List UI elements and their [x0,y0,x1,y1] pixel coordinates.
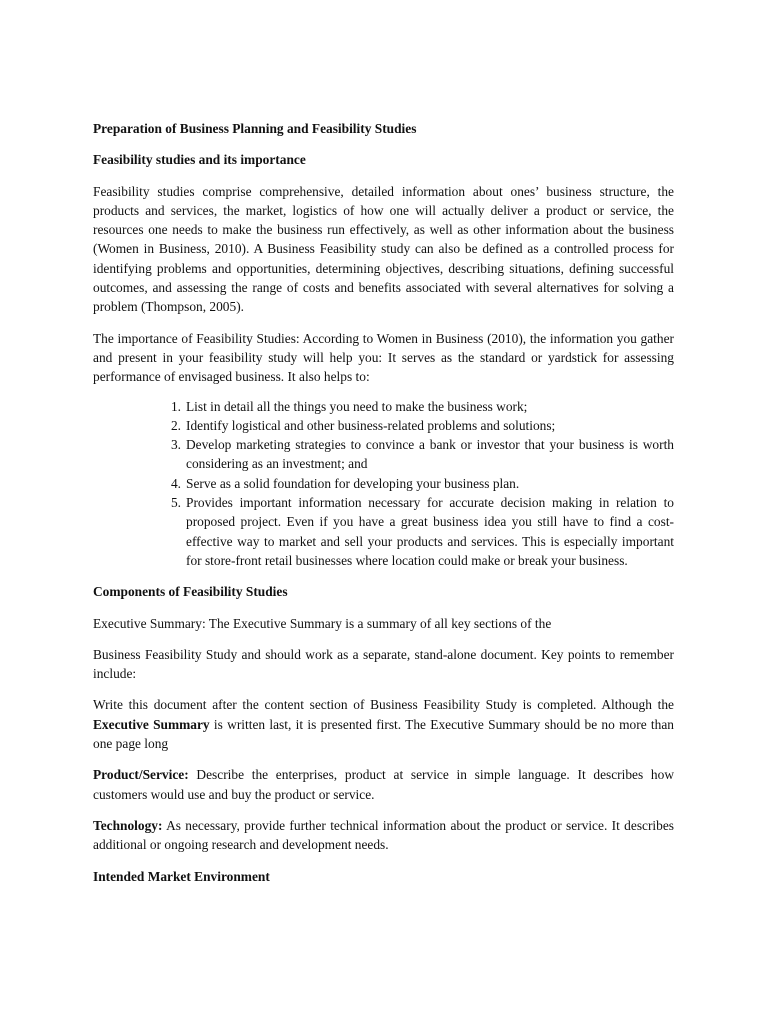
write-last-text-a: Write this document after the content section of Business Feasibility Study is completed. Although the [93,697,674,713]
list-number: 2. [170,417,181,433]
executive-summary-bold: Executive Summary [93,716,210,732]
paragraph-importance: The importance of Feasibility Studies: According to Women in Business (2010), the information you gather and present in your feasibility study will help you: It serves as the standard or yardstick for assessing performance of envisaged business. It also helps to: [93,330,674,385]
write-last-text-b: is written last, it is presented first. The Executive Summary should be no more than one page long [93,716,674,752]
list-number: 4. [170,475,181,491]
list-item-text: Develop marketing strategies to convince a bank or investor that your business is worth considering as an investment; and [186,437,674,472]
section-heading-market: Intended Market Environment [93,868,270,884]
list-item-text: Serve as a solid foundation for developing your business plan. [186,475,520,491]
paragraph-executive-summary: Executive Summary: The Executive Summary is a summary of all key sections of the [93,615,552,631]
list-item [170,493,674,570]
paragraph-write-last [93,695,674,753]
list-item-text: List in detail all the things you need to make the business work; [186,398,528,414]
list-item-text: Identify logistical and other business-related problems and solutions; [186,417,556,433]
paragraph-technology [93,816,674,855]
paragraph-product-service [93,765,674,804]
paragraph-definition: Feasibility studies comprise comprehensive, detailed information about ones’ business structure, the products and services, the market, logistics of how one will actually deliver a product or service, the resources one needs to make the business run effectively, as well as other information about the business (Women in Business, 2010). A Business Feasibility study can also be defined as a controlled process for identifying problems and opportunities, determining objectives, describing situations, defining successful outcomes, and assessing the range of costs and benefits associated with several alternatives for solving a problem (Thompson, 2005). [93,183,674,315]
section-heading-components: Components of Feasibility Studies [93,584,288,600]
technology-text: As necessary, provide further technical information about the product or service. It describes additional or ongoing research and development needs. [93,817,674,853]
list-item [170,416,674,435]
list-item [170,474,674,493]
list-item [170,397,674,416]
document-title: Preparation of Business Planning and Feasibility Studies [93,121,417,136]
technology-label: Technology: [93,817,163,833]
importance-list [93,397,674,571]
list-number: 3. [170,437,181,453]
product-service-label: Product/Service: [93,767,189,783]
document-page [93,119,674,898]
list-item [170,435,674,474]
list-item-text: Provides important information necessary for accurate decision making in relation to proposed project. Even if you have a great business idea you still have to find a cost-effective way to market and sell your products and services. This is especially important for store-front retail businesses where location could make or break your business. [186,495,674,568]
list-number: 1. [170,398,181,414]
product-service-text: Describe the enterprises, product at service in simple language. It describes how customers would use and buy the product or service. [93,767,674,802]
list-number: 5. [170,495,181,511]
paragraph-key-points: Business Feasibility Study and should work as a separate, stand-alone document. Key points to remember include: [93,646,674,682]
section-heading-feasibility: Feasibility studies and its importance [93,152,306,168]
